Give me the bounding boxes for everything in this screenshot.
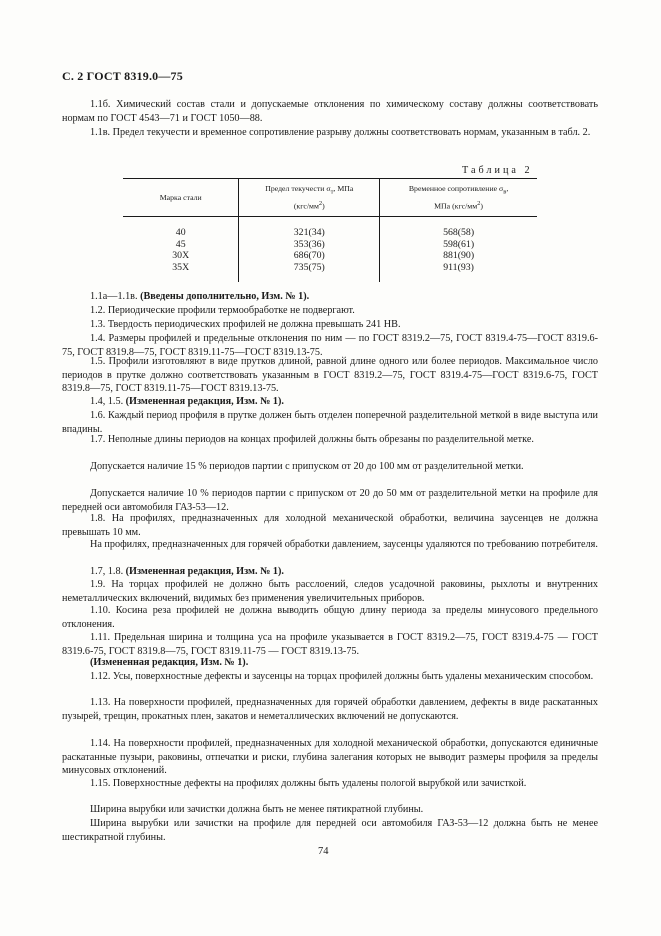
paragraph-1-7b <box>62 487 598 514</box>
paragraph-text: 1.8. На профилях, предназначенных для холодной механической обработки, величина заусенцев не должна превышать 10 мм. <box>62 513 598 538</box>
header-subscript: т <box>330 188 334 196</box>
header-text: , МПа <box>333 184 354 193</box>
paragraph-text: 1.7. Неполные длины периодов на концах профилей должны быть обрезаны по разделительной метке. <box>90 434 534 445</box>
paragraph-text: 1.1в. Предел текучести и временное сопротивление разрыву должны соответствовать нормам, указанным в табл. 2. <box>90 127 591 138</box>
paragraph-1-7a <box>62 460 598 474</box>
paragraph-1-4-1-5-note <box>62 395 598 409</box>
header-text: ) <box>322 201 325 211</box>
paragraph-1-8 <box>62 512 598 539</box>
paragraph-1-3 <box>62 318 598 332</box>
cell-tensile: 911(93) <box>380 262 537 282</box>
header-text: ) <box>480 201 484 211</box>
paragraph-1-2 <box>62 304 598 318</box>
paragraph-text: Допускается наличие 15 % периодов партии с припуском от 20 до 100 мм от разделительной метки. <box>90 461 524 472</box>
paragraph-text: 1.6. Каждый период профиля в прутке должен быть отделен поперечной разделительной меткой в виде выступа или впадины. <box>62 410 598 435</box>
table-row <box>123 217 537 239</box>
paragraph-1-7 <box>62 433 598 447</box>
paragraph-text: 1.3. Твердость периодических профилей не должна превышать 241 НВ. <box>90 319 401 330</box>
cell-grade: 35Х <box>172 261 190 273</box>
table-2 <box>123 178 537 282</box>
header-text: , <box>506 184 509 193</box>
note-lead: 1.1а—1.1в. <box>90 291 138 302</box>
paragraph-text: 1.2. Периодические профили термообработке не подвергают. <box>90 305 355 316</box>
page-number: 74 <box>318 846 329 857</box>
note-bold: (Измененная редакция, Изм. № 1). <box>125 566 284 577</box>
paragraph-1-10 <box>62 604 598 631</box>
paragraph-1-14 <box>62 737 598 778</box>
paragraph-1-7-1-8-note <box>62 565 598 579</box>
cell-grade: 30Х <box>172 250 190 262</box>
table-header-tensile <box>380 179 537 217</box>
note-bold: (Измененная редакция, Изм. № 1). <box>125 396 284 407</box>
table-row <box>123 250 537 262</box>
note-lead: 1.7, 1.8. <box>90 566 124 577</box>
paragraph-text: 1.1б. Химический состав стали и допускаемые отклонения по химическому составу должны соответствовать нормам по ГОСТ 4543—71 и ГОСТ 1050—88. <box>62 99 598 124</box>
paragraph-text: 1.10. Косина реза профилей не должна выводить общую длину периода за пределы минусового предельного отклонения. <box>62 605 598 630</box>
paragraph-text: Допускается наличие 10 % периодов партии с припуском от 20 до 50 мм от разделительной метки на профиле для передней оси автомобиля ГАЗ-53—12. <box>62 488 598 513</box>
paragraph-1-1b <box>62 98 598 125</box>
paragraph-text: 1.15. Поверхностные дефекты на профилях должны быть удалены пологой вырубкой или зачисткой. <box>90 778 527 789</box>
cell-yield: 353(36) <box>239 239 380 251</box>
paragraph-text: Ширина вырубки или зачистки на профиле для передней оси автомобиля ГАЗ-53—12 должна быть не менее шестикратной глубины. <box>62 818 598 843</box>
header-text: Временное сопротивление σ <box>408 184 504 193</box>
table-row <box>123 262 537 282</box>
cell-yield: 735(75) <box>239 262 380 282</box>
paragraph-1-13 <box>62 696 598 723</box>
paragraph-1-1v <box>62 126 598 140</box>
table-header-grade: Марка стали <box>123 179 239 217</box>
paragraph-1-1a-note <box>62 290 598 304</box>
table-caption: Таблица 2 <box>462 165 533 176</box>
paragraph-1-11-note <box>62 656 598 670</box>
paragraph-text: 1.14. На поверхности профилей, предназначенных для холодной механической обработки, допускаются единичные раскатанные пузыри, раковины, отпечатки и риски, глубина залегания которых не выводит размеры профиля за пределы минусовых отклонений. <box>62 738 598 777</box>
header-unit: МПа (кгс/мм <box>434 201 478 211</box>
paragraph-text: 1.9. На торцах профилей не должно быть расслоений, следов усадочной раковины, рыхлоты и внутренних неметаллических включений, видимых без применения увеличительных приборов. <box>62 579 598 604</box>
header-superscript: 2 <box>477 199 481 207</box>
paragraph-1-9 <box>62 578 598 605</box>
note-bold: (Введены дополнительно, Изм. № 1). <box>140 291 310 302</box>
paragraph-1-11 <box>62 631 598 658</box>
table-row <box>123 239 537 251</box>
table-header-yield <box>239 179 380 217</box>
paragraph-1-15a <box>62 803 598 817</box>
paragraph-text: На профилях, предназначенных для горячей обработки давлением, заусенцы удаляются по требованию потребителя. <box>90 539 598 550</box>
cell-grade: 45 <box>175 238 186 250</box>
cell-yield: 686(70) <box>239 250 380 262</box>
paragraph-1-8a <box>62 538 598 552</box>
paragraph-text: 1.13. На поверхности профилей, предназначенных для горячей обработки давлением, дефекты в виде раскатанных пузырей, трещин, прокатных плен, закатов и неметаллических включений не допускаются. <box>62 697 598 722</box>
paragraph-1-12 <box>62 670 598 684</box>
note-lead: 1.4, 1.5. <box>90 396 124 407</box>
paragraph-text: 1.11. Предельная ширина и толщина уса на профиле указывается в ГОСТ 8319.2—75, ГОСТ 8319.4-75 — ГОСТ 8319.6-75, ГОСТ 8319.8—75, ГОСТ 8319.11-75 — ГОСТ 8319.13-75. <box>62 632 598 657</box>
paragraph-1-5 <box>62 355 598 396</box>
page-header: С. 2 ГОСТ 8319.0—75 <box>62 69 183 83</box>
paragraph-1-15b <box>62 817 598 844</box>
note-bold: (Измененная редакция, Изм. № 1). <box>90 657 249 668</box>
header-subscript: в <box>503 188 507 196</box>
header-text: Предел текучести σ <box>265 184 331 193</box>
cell-tensile: 598(61) <box>380 239 537 251</box>
cell-tensile: 568(58) <box>380 217 537 239</box>
header-unit: (кгс/мм <box>293 201 319 211</box>
paragraph-text: 1.12. Усы, поверхностные дефекты и заусенцы на торцах профилей должны быть удалены механическим способом. <box>90 671 594 682</box>
paragraph-text: Ширина вырубки или зачистки должна быть не менее пятикратной глубины. <box>90 804 424 815</box>
table-header-row <box>123 179 537 217</box>
cell-grade: 40 <box>175 227 186 239</box>
cell-yield: 321(34) <box>239 217 380 239</box>
cell-tensile: 881(90) <box>380 250 537 262</box>
header-superscript: 2 <box>318 199 323 207</box>
paragraph-text: 1.4. Размеры профилей и предельные отклонения по ним — по ГОСТ 8319.2—75, ГОСТ 8319.4-75—ГОСТ 8319.6-75, ГОСТ 8319.8—75, ГОСТ 8319.11-75—ГОСТ 8319.13-75. <box>62 333 598 358</box>
paragraph-text: 1.5. Профили изготовляют в виде прутков длиной, равной длине одного или более периодов. Максимальное число периодов в прутке должно соответствовать указанным в ГОСТ 8319.2—75, ГОСТ 8319.4-75—ГОСТ 8319.6-75, ГОСТ 8319.8—75, ГОСТ 8319.11-75—ГОСТ 8319.13-75. <box>62 356 598 395</box>
paragraph-1-15 <box>62 777 598 791</box>
